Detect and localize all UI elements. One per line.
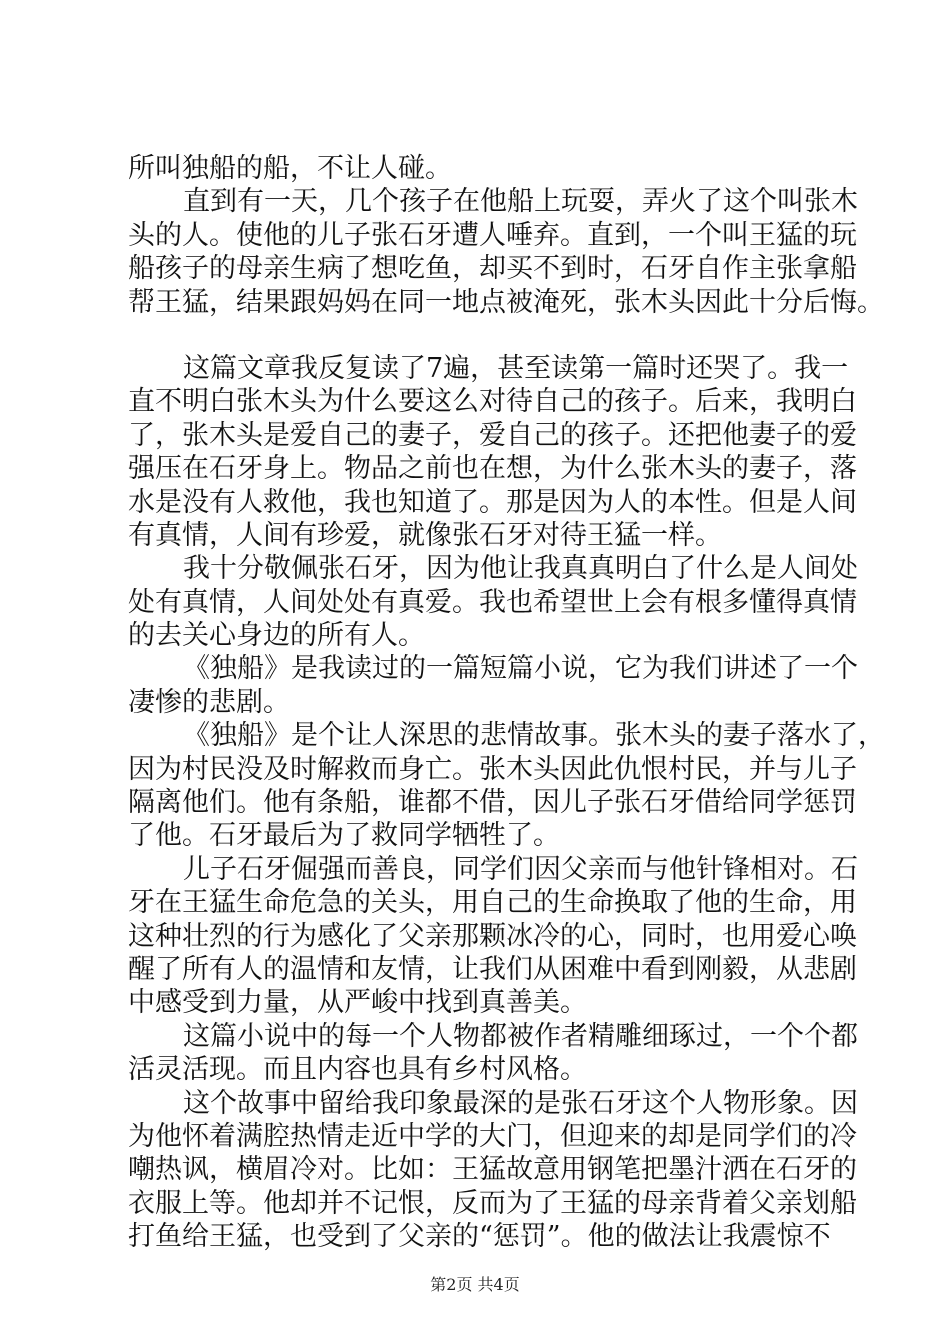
- text-line: 了，张木头是爱自己的妻子，爱自己的孩子。还把他妻子的爱: [128, 419, 857, 451]
- text-line: 所叫独船的船，不让人碰。: [128, 153, 452, 184]
- text-line: 嘲热讽，横眉冷对。比如：王猛故意用钢笔把墨汁洒在石牙的: [128, 1154, 857, 1186]
- page-number-footer: 第2页 共4页: [430, 1275, 520, 1294]
- text-line: 这种壮烈的行为感化了父亲那颗冰冷的心，同时，也用爱心唤: [128, 920, 857, 952]
- text-line: 为他怀着满腔热情走近中学的大门，但迎来的却是同学们的冷: [128, 1120, 857, 1152]
- text-line: 《独船》是个让人深思的悲情故事。张木头的妻子落水了，: [183, 720, 885, 752]
- text-line: 船孩子的母亲生病了想吃鱼，却买不到时，石牙自作主张拿船: [128, 253, 857, 285]
- text-line: 中感受到力量，从严峻中找到真善美。: [128, 987, 587, 1019]
- text-line: 因为村民没及时解救而身亡。张木头因此仇恨村民，并与儿子: [128, 753, 857, 785]
- text-line: 强压在石牙身上。物品之前也在想，为什么张木头的妻子，落: [128, 453, 857, 485]
- text-line: 帮王猛，结果跟妈妈在同一地点被淹死，张木头因此十分后悔。: [128, 286, 884, 318]
- text-line: 这篇小说中的每一个人物都被作者精雕细琢过，一个个都: [183, 1020, 858, 1052]
- document-body: [128, 152, 885, 1254]
- text-line: 直不明白张木头为什么要这么对待自己的孩子。后来，我明白: [128, 386, 857, 418]
- text-line: 隔离他们。他有条船，谁都不借，因儿子张石牙借给同学惩罚: [128, 787, 857, 819]
- text-line: 醒了所有人的温情和友情，让我们从困难中看到刚毅，从悲剧: [128, 953, 857, 985]
- text-line: 《独船》是我读过的一篇短篇小说，它为我们讲述了一个: [183, 653, 858, 685]
- text-line: 头的人。使他的儿子张石牙遭人唾弃。直到，一个叫王猛的玩: [128, 219, 857, 251]
- text-line: 直到有一天，几个孩子在他船上玩耍，弄火了这个叫张木: [183, 186, 858, 218]
- text-line: 水是没有人救他，我也知道了。那是因为人的本性。但是人间: [128, 486, 857, 518]
- text-line: 儿子石牙倔强而善良，同学们因父亲而与他针锋相对。石: [183, 853, 858, 885]
- text-line: 了他。石牙最后为了救同学牺牲了。: [128, 820, 560, 852]
- text-line: 凄惨的悲剧。: [128, 686, 290, 718]
- text-line: 处有真情，人间处处有真爱。我也希望世上会有根多懂得真情: [128, 586, 857, 618]
- text-line: 我十分敬佩张石牙，因为他让我真真明白了什么是人间处: [183, 553, 858, 585]
- text-line: 打鱼给王猛，也受到了父亲的“惩罚”。他的做法让我震惊不: [128, 1221, 831, 1253]
- text-line: 活灵活现。而且内容也具有乡村风格。: [128, 1054, 587, 1086]
- text-line: 的去关心身边的所有人。: [128, 620, 425, 652]
- text-line: 有真情，人间有珍爱，就像张石牙对待王猛一样。: [128, 519, 722, 551]
- text-line: 这篇文章我反复读了7遍，甚至读第一篇时还哭了。我一: [183, 352, 849, 384]
- text-line: 这个故事中留给我印象最深的是张石牙这个人物形象。因: [183, 1087, 858, 1119]
- text-line: 牙在王猛生命危急的关头，用自己的生命换取了他的生命，用: [128, 887, 857, 919]
- text-line: 衣服上等。他却并不记恨，反而为了王猛的母亲背着父亲划船: [128, 1187, 857, 1219]
